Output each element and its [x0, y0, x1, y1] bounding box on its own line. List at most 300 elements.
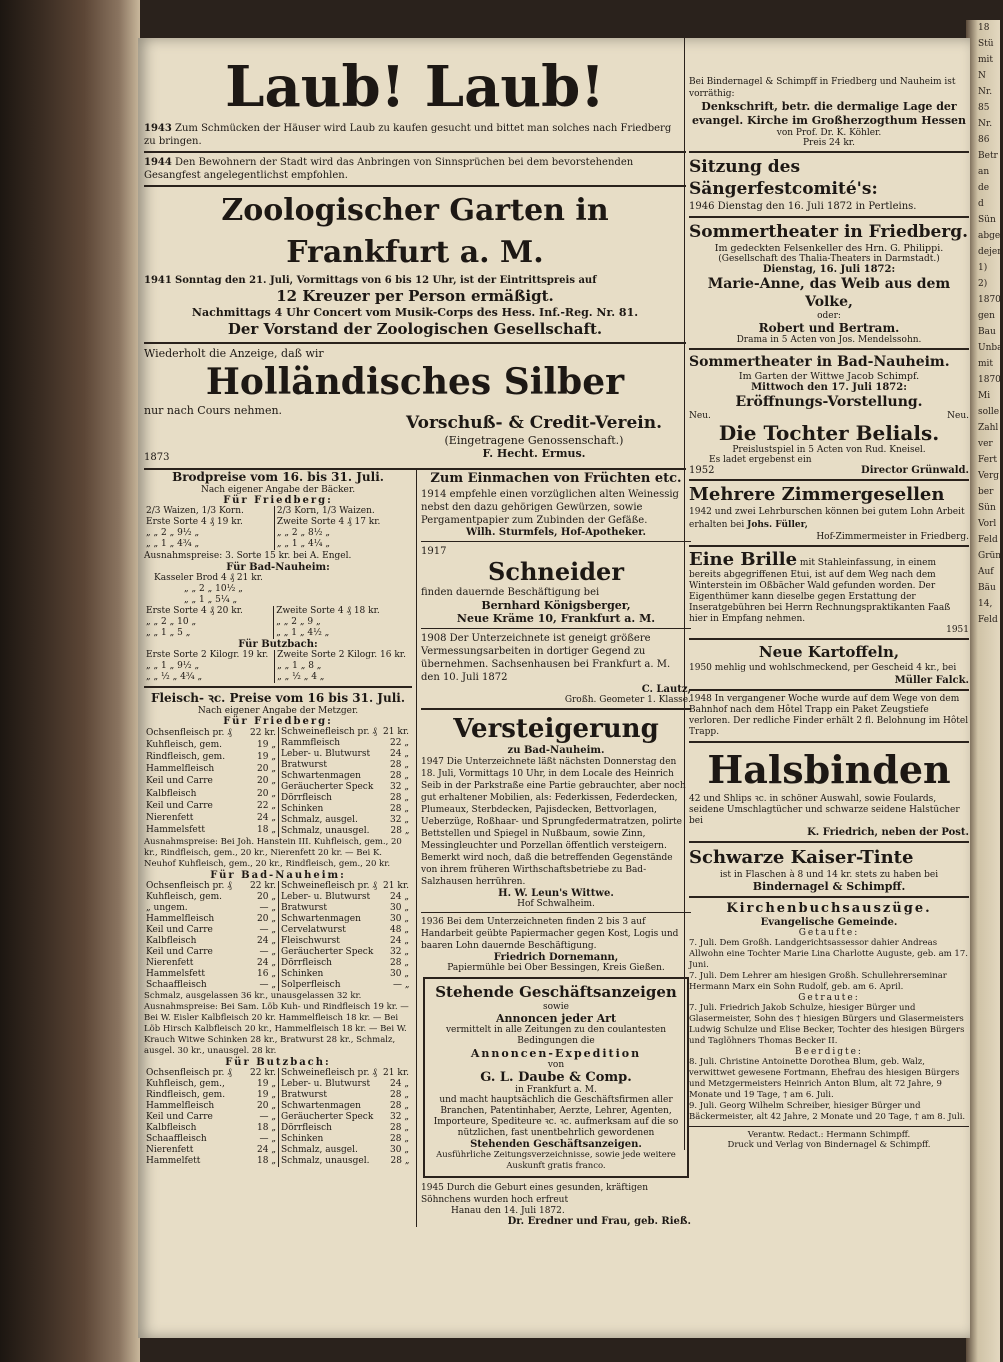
- sommer-l4: oder:: [817, 311, 841, 321]
- cell: 20 „: [257, 764, 276, 775]
- table-row: [279, 892, 412, 903]
- fleisch-bb-left: [144, 1068, 278, 1167]
- table-row: [279, 1134, 412, 1145]
- table-row: [144, 881, 278, 892]
- adjacent-text: ber: [978, 487, 994, 497]
- cell: 20 „: [257, 914, 276, 924]
- fleisch-bn: Für Bad-Nauheim:: [210, 870, 346, 881]
- cell: 22 kr.: [250, 727, 276, 738]
- cell: „ „ 2 „ 9 „: [274, 617, 412, 628]
- table-row: [279, 903, 412, 914]
- adjacent-text: 1): [978, 263, 988, 273]
- verst-text: Die Unterzeichnete läßt nächsten Donnerstag den 18. Juli, Vormittags 10 Uhr, in dem Locale des Heinrich Seib in der Parkstraße eine Partie gebrauchter, aber noch gut erhaltener Mobilien, als: Federkissen, Federdecken, Plumeaux, Sterbdecken, Pajisdecken, Bettvorlagen, Ueberzüge, Roßhaar- und Sprungfedermatratzen, polirte Bettstellen und Spiegel in Nußbaum, sowie Zinn, Messingleuchter und Porzellan öffentlich versteigern. Bemerkt wird noch, daß die betreffenden Gegenstände von ihrem früheren Wirthschaftsbetriebe zu Bad-Salzhausen herrühren.: [421, 757, 686, 887]
- cell: 18 „: [257, 825, 276, 836]
- cell: 32 „: [390, 1112, 409, 1122]
- cell: Schmalz, ausgel.: [281, 1145, 358, 1155]
- cell: Schaaffleisch: [146, 980, 207, 990]
- cell: Dörrfleisch: [281, 958, 332, 968]
- cell: Zweite Sorte 2 Kilogr. 16 kr.: [275, 650, 412, 661]
- table-row: [144, 672, 412, 683]
- fleisch-fb-right: [278, 727, 412, 837]
- sitz-text: Dienstag den 16. Juli 1872 in Pertleins.: [717, 201, 917, 212]
- table-row: [279, 782, 412, 793]
- cell: Rindfleisch, gem.: [146, 1090, 226, 1100]
- fleisch-bn-right: [278, 881, 412, 991]
- sinn-ad: [144, 156, 686, 182]
- cell: 19 „: [257, 1090, 276, 1100]
- cell: Schmalz, ausgel.: [281, 815, 358, 825]
- adjacent-text: 1870: [978, 295, 1001, 305]
- cell: 24 „: [390, 1079, 409, 1089]
- cell: 24 „: [257, 936, 276, 946]
- cell: Schinken: [281, 1134, 324, 1144]
- annon-l1: sowie: [543, 1002, 569, 1012]
- annon-l6: G. L. Daube & Comp.: [480, 1070, 632, 1085]
- fleisch-bb: Für Butzbach:: [225, 1057, 331, 1068]
- zimmer-name: Johs. Füller,: [747, 520, 808, 530]
- table-row: [279, 815, 412, 826]
- table-row: [279, 1068, 412, 1079]
- cell: „ „ 1 „ 5 „: [146, 628, 191, 638]
- table-row: [144, 925, 278, 936]
- cell: 32 „: [390, 815, 409, 825]
- table-row: [144, 517, 412, 528]
- adjacent-text: 2): [978, 279, 988, 289]
- cell: Erste Sorte 4 ₰ 19 kr.: [146, 517, 243, 527]
- table-row: [144, 914, 278, 925]
- cell: 20 „: [257, 788, 276, 799]
- cell: 20 „: [257, 1101, 276, 1111]
- verst-num: 1947: [421, 757, 444, 767]
- table-row: [144, 825, 278, 837]
- cell: Geräucherter Speck: [281, 782, 374, 792]
- table-row: [279, 881, 412, 892]
- table-row: [144, 947, 278, 958]
- silber-mid: nur nach Cours nehmen.: [144, 404, 283, 417]
- cell: 28 „: [390, 1090, 409, 1100]
- cell: Nierenfett: [146, 1145, 194, 1155]
- adjacent-text: Sün: [978, 503, 996, 513]
- cell: 28 „: [390, 1156, 410, 1166]
- table-row: [144, 764, 278, 776]
- cell: 22 „: [257, 800, 276, 811]
- table-row: [144, 650, 412, 661]
- denk-price: Preis 24 kr.: [803, 138, 855, 148]
- cell: Leber- u. Blutwurst: [281, 892, 371, 902]
- cell: Schinken: [281, 969, 324, 979]
- impr-l1: Verantw. Redact.: Hermann Schimpff.: [747, 1130, 911, 1140]
- brot-bn2: „ „ 2 „ 10½ „: [184, 584, 243, 594]
- right-column: [684, 38, 969, 1150]
- cell: Kuhfleisch, gem.,: [146, 1079, 225, 1089]
- table-row: [144, 1145, 278, 1156]
- zoo-line2: 12 Kreuzer per Person ermäßigt.: [276, 287, 554, 305]
- sommer2-l2: Mittwoch den 17. Juli 1872:: [751, 382, 907, 393]
- verst-title: Versteigerung: [453, 714, 659, 744]
- adjacent-text: Vorl: [978, 519, 997, 529]
- table-row: [279, 1090, 412, 1101]
- cell: 28 „: [390, 1101, 409, 1111]
- cell: Kalbfleisch: [146, 936, 197, 946]
- kirch-h1: Getaufte:: [798, 928, 860, 938]
- cell: 19 „: [257, 752, 276, 763]
- table-row: [279, 1101, 412, 1112]
- cell: 30 „: [390, 969, 409, 979]
- annon-l3: vermittelt in alle Zeitungen zu den coulantesten Bedingungen die: [445, 1025, 667, 1046]
- sommer-title: Sommertheater in Friedberg.: [689, 222, 969, 242]
- fleisch-bn-left: [144, 881, 278, 991]
- lower-left-area: [144, 470, 691, 1290]
- kart-text: mehlig und wohlschmeckend, per Gescheid 4 kr., bei: [714, 663, 957, 673]
- sommer-l1: Im gedeckten Felsenkeller des Hrn. G. Philippi.: [714, 243, 944, 254]
- cell: Schinken: [281, 804, 324, 814]
- adjacent-text: Betr: [978, 151, 998, 161]
- neu-right: Neu.: [947, 411, 969, 421]
- cell: Keil und Carre: [146, 925, 213, 935]
- zoo-num: 1941: [144, 275, 172, 286]
- kart-sign: Müller Falck.: [894, 675, 969, 686]
- table-row: [144, 727, 278, 739]
- silber-num: 1873: [144, 452, 170, 463]
- schneider-title: Schneider: [488, 557, 624, 586]
- fleisch-title: Fleisch- ꝛc. Preise vom 16 bis 31. Juli.: [150, 691, 406, 705]
- adjacent-text: Nr. 86: [978, 119, 993, 145]
- cell: Kuhfleisch, gem.: [146, 892, 222, 902]
- table-row: [144, 539, 412, 550]
- cell: Hammelsfett: [146, 969, 205, 979]
- impr-l2: Druck und Verlag von Bindernagel & Schimpff.: [727, 1140, 931, 1150]
- cell: Hammelfett: [146, 1156, 201, 1166]
- cell: Leber- u. Blutwurst: [281, 1079, 371, 1089]
- table-row: [144, 628, 412, 639]
- zoo-line4: Der Vorstand der Zoologischen Gesellschaft.: [227, 320, 603, 338]
- brille-title: Eine Brille: [689, 549, 798, 570]
- adjacent-text: mit: [978, 359, 994, 369]
- sommer2-l1: Im Garten der Wittwe Jacob Schimpf.: [738, 371, 920, 382]
- adjacent-text: 14,: [978, 599, 993, 609]
- schneider-num: 1917: [421, 546, 447, 557]
- paket-text: In vergangener Woche wurde auf dem Wege von dem Bahnhof nach dem Hôtel Trapp ein Paket Zeugstiefe verloren. Der redliche Finder erhält 2 fl. Belohnung im Hôtel Trapp.: [689, 694, 969, 737]
- fleisch-bnaus: Ausnahmspreise: Bei Sam. Löb Kuh- und Rindfleisch 19 kr. — Bei W. Eisler Kalbfleisch 20 kr. Hammelfleisch 18 kr. — Bei Löb Hirsch Kalbfleisch 20 kr., Hammelfleisch 18 kr. — Bei W. Krauch Witwe Schinken 28 kr., Bratwurst 28 kr., Schmalz, ausgel. 30 kr., unausgel. 28 kr.: [144, 1002, 409, 1056]
- tinte-text: ist in Flaschen à 8 und 14 kr. stets zu haben bei: [719, 870, 939, 880]
- sommer2-title: Sommertheater in Bad-Nauheim.: [689, 354, 950, 370]
- fleisch-aus: Ausnahmspreise: Bei Joh. Hanstein III. Kuhfleisch, gem., 20 kr., Rindfleisch, gem., 20 kr., Nierenfett 20 kr. — Bei K. Neuhof Kuhfleisch, gem., 20 kr., Rindfleisch, gem., 20 kr.: [144, 837, 402, 869]
- annon-l4: Annoncen-Expedition: [470, 1047, 642, 1060]
- table-row: [144, 776, 278, 788]
- table-row: [144, 617, 412, 628]
- table-row: [144, 1123, 278, 1134]
- cell: Schweinefleisch pr. ₰: [281, 727, 377, 737]
- brot-bb: Für Butzbach:: [238, 639, 318, 650]
- adjacent-text: Nr. 85: [978, 87, 993, 113]
- adjacent-text: Grün: [978, 551, 1002, 561]
- silber-intro: Wiederholt die Anzeige, daß wir: [144, 347, 324, 360]
- kart-title: Neue Kartoffeln,: [758, 643, 900, 661]
- adjacent-text: Bau: [978, 327, 996, 337]
- table-row: [144, 1090, 278, 1101]
- cell: Schwartenmagen: [281, 914, 361, 924]
- kirch-t2: 7. Juli. Dem Lehrer am hiesigen Großh. Schullehrerseminar Hermann Marx ein Sohn Rudolf, geb. am 6. April.: [689, 971, 947, 992]
- brot-bb-table: [144, 650, 412, 683]
- cell: Ochsenfleisch pr. ₰: [146, 1068, 232, 1078]
- hals-title: Halsbinden: [707, 747, 951, 792]
- table-row: [279, 1123, 412, 1134]
- cell: 18 „: [257, 1123, 276, 1133]
- table-row: [144, 739, 278, 751]
- cell: Kuhfleisch, gem.: [146, 739, 222, 750]
- cell: 48 „: [390, 925, 409, 935]
- table-row: [144, 1101, 278, 1112]
- geburt-sign: Dr. Eredner und Frau, geb. Rieß.: [507, 1216, 691, 1227]
- table-row: [144, 1068, 278, 1079]
- cell: 28 „: [390, 771, 409, 781]
- table-row: [144, 606, 412, 617]
- cell: Hammelfleisch: [146, 914, 215, 924]
- adjacent-text: gen: [978, 311, 995, 321]
- table-row: [279, 1156, 412, 1167]
- adjacent-text: an de: [978, 167, 990, 193]
- cell: Ochsenfleisch pr. ₰: [146, 881, 232, 891]
- cell: Kalbfleisch: [146, 788, 197, 799]
- vermess-sign2: Großh. Geometer 1. Klasse.: [564, 695, 691, 705]
- adjacent-text: ver: [978, 439, 993, 449]
- cell: Leber- u. Blutwurst: [281, 749, 371, 759]
- annon-l7: in Frankfurt a. M.: [515, 1085, 597, 1095]
- cell: Keil und Carre: [146, 800, 213, 811]
- kirch-h2: Getraute:: [798, 993, 860, 1003]
- table-row: [279, 1145, 412, 1156]
- sommer2-num: 1952: [689, 465, 715, 476]
- annon-l2: Annoncen jeder Art: [495, 1012, 617, 1025]
- adjacent-text: 18: [978, 23, 990, 33]
- table-row: [279, 925, 412, 936]
- adjacent-text: Feld: [978, 615, 998, 625]
- table-row: [279, 958, 412, 969]
- einm-text: empfehle einen vorzüglichen alten Weinessig nebst den dazu gehörigen Gewürzen, sowie Pergamentpapier zum Zubinden der Gefäße.: [421, 489, 679, 526]
- cell: — „: [259, 1134, 276, 1144]
- laub-text: Zum Schmücken der Häuser wird Laub zu kaufen gesucht und bittet man solches nach Friedberg zu bringen.: [144, 123, 672, 147]
- cell: Bratwurst: [281, 903, 327, 913]
- fleisch-bb-right: [278, 1068, 412, 1167]
- table-row: [144, 1156, 278, 1167]
- cell: 24 „: [257, 958, 276, 968]
- einm-num: 1914: [421, 489, 447, 500]
- verst-sign2: Hof Schwalheim.: [517, 899, 595, 909]
- kirch-g1: 7. Juli. Friedrich Jakob Schulze, hiesiger Bürger und Glasermeister, Sohn des † hiesigen Bürgers und Glasermeisters Ludwig Schulze und Elise Becker, Tochter des hiesigen Bürgers und Taglöhners Thomas Becker II.: [689, 1003, 965, 1046]
- table-row: [144, 813, 278, 825]
- cell: „ „ 1 „ 9½ „: [146, 661, 200, 671]
- table-row: [279, 727, 412, 738]
- cell: Zweite Sorte 4 ₰ 18 kr.: [274, 606, 412, 617]
- cell: Fleischwurst: [281, 936, 340, 946]
- kirch-t1: 7. Juli. Dem Großh. Landgerichtsassessor dahier Andreas Allwohn eine Tochter Marie Lina Charlotte Auguste, geb. am 17. Juni.: [689, 938, 968, 970]
- adjacent-text: Mi: [978, 391, 991, 401]
- sommer2-neu: [689, 411, 969, 421]
- brot-h2: 2/3 Korn, 1/3 Waizen.: [274, 506, 412, 517]
- table-row: [144, 958, 278, 969]
- cell: „ „ 2 „ 8½ „: [274, 528, 412, 539]
- brille-num: 1951: [946, 625, 969, 635]
- sommer-l3: Dienstag, 16. Juli 1872:: [762, 264, 896, 275]
- cell: 30 „: [390, 903, 409, 913]
- kirch-title: Kirchenbuchsauszüge.: [726, 901, 932, 916]
- cell: Geräucherter Speck: [281, 947, 374, 957]
- kirch-h3: Beerdigte:: [795, 1047, 863, 1057]
- cell: 22 kr.: [250, 1068, 276, 1078]
- cell: Hammelsfett: [146, 825, 205, 836]
- cell: 22 kr.: [250, 881, 276, 891]
- adjacent-text: d: [978, 199, 984, 209]
- schneider-name: Bernhard Königsberger,: [481, 599, 631, 612]
- fleisch-bn-lists: [144, 881, 412, 991]
- adjacent-text: Feld: [978, 535, 998, 545]
- kirch-sub: Evangelische Gemeinde.: [760, 917, 898, 928]
- schneider-addr: Neue Kräme 10, Frankfurt a. M.: [456, 612, 656, 625]
- geburt-place: Hanau den 14. Juli 1872.: [451, 1206, 565, 1216]
- zimmer-num: 1942: [689, 507, 712, 517]
- table-row: [144, 788, 278, 800]
- sitz-num: 1946: [689, 201, 715, 212]
- cell: Schmalz, unausgel.: [281, 1156, 370, 1166]
- cell: 24 „: [257, 1145, 276, 1155]
- kirch-b1: 8. Juli. Christine Antoinette Dorothea Blum, geb. Walz, verwittwet gewesene Fortmann, Ehefrau des hiesigen Bürgers und Metzgermeisters Heinrich Anton Blum, alt 72 Jahre, 9 Monate und 19 Tage, † am 6. Juli.: [689, 1057, 960, 1100]
- denk-title: Denkschrift, betr. die dermalige Lage der evangel. Kirche im Großherzogthum Hessen: [691, 100, 967, 127]
- prices-column: [144, 470, 412, 1167]
- table-row: [144, 892, 278, 903]
- fleisch-fb-lists: [144, 727, 412, 837]
- annon-l10: Ausführliche Zeitungsverzeichnisse, sowie jede weitere Auskunft gratis franco.: [436, 1150, 676, 1171]
- cell: Erste Sorte 4 ₰ 20 kr.: [146, 606, 243, 616]
- annon-l5: von: [547, 1060, 565, 1070]
- silber-org: Vorschuß- & Credit-Verein.: [406, 413, 662, 433]
- adjacent-text: Stü: [978, 39, 994, 49]
- denk-auth: von Prof. Dr. K. Köhler.: [776, 128, 882, 138]
- sommer2-sign: Director Grünwald.: [861, 465, 969, 476]
- cell: 19 „: [257, 1079, 276, 1089]
- brot-bn: Für Bad-Nauheim:: [226, 562, 330, 573]
- cell: — „: [259, 947, 276, 957]
- cell: „ „ 2 „ 9½ „: [146, 528, 200, 538]
- cell: Erste Sorte 2 Kilogr. 19 kr.: [146, 650, 269, 660]
- cell: 19 „: [257, 739, 276, 750]
- annon-l8: und macht hauptsächlich die Geschäftsfirmen aller Branchen, Patentinhaber, Aerzte, Lehrer, Agenten, Importeure, Spediteure ꝛc. ꝛc. aufmerksam auf die so nützlichen, fast unentbehrlich gewordenen: [433, 1095, 679, 1138]
- cell: Cervelatwurst: [281, 925, 346, 935]
- papier-sign2: Papiermühle bei Ober Bessingen, Kreis Gießen.: [447, 963, 665, 973]
- table-row: [144, 1134, 278, 1145]
- cell: Nierenfett: [146, 958, 194, 968]
- table-row: [279, 947, 412, 958]
- sommer-l6: Drama in 5 Acten von Jos. Mendelssohn.: [736, 335, 922, 345]
- ads-middle-column: [416, 470, 691, 1227]
- cell: Schmalz, unausgel.: [281, 826, 370, 836]
- table-row: [279, 980, 412, 991]
- cell: Keil und Carre: [146, 776, 213, 787]
- cell: 28 „: [390, 958, 409, 968]
- sinn-text: Den Bewohnern der Stadt wird das Anbringen von Sinnsprüchen bei dem bevorstehenden Gesangfest angelegentlichst empfohlen.: [144, 157, 634, 181]
- adjacent-text: Zahl: [978, 423, 999, 433]
- cell: Bratwurst: [281, 1090, 327, 1100]
- cell: 21 kr.: [383, 881, 409, 891]
- brot-aus: Ausnahmspreise: 3. Sorte 15 kr. bei A. Engel.: [144, 551, 352, 561]
- cell: 32 „: [390, 947, 409, 957]
- cell: Zweite Sorte 4 ₰ 17 kr.: [274, 517, 412, 528]
- brille-text: mit Stahleinfassung, in einem bereits abgegriffenen Etui, ist auf dem Weg nach dem Winterstein im Oßbächer Wald gefunden worden. Der Eigenthümer kann dieselbe gegen Erstattung der Inseratgebühren bei Herrn Rechnungspraktikanten Faaß hier in Empfang nehmen.: [689, 558, 951, 624]
- cell: — „: [259, 980, 276, 990]
- cell: — „: [259, 925, 276, 935]
- brot-title: Brodpreise vom 16. bis 31. Juli.: [172, 470, 384, 484]
- sommer2-l4: Preislustspiel in 5 Acten von Rud. Kneisel.: [732, 445, 926, 455]
- table-row: [144, 661, 412, 672]
- adjacent-text: solle: [978, 407, 1000, 417]
- papier-text: Bei dem Unterzeichneten finden 2 bis 3 auf Handarbeit geübte Papiermacher gegen Kost, Logis und baaren Lohn dauernde Beschäftigung.: [421, 917, 679, 951]
- einm-title: Zum Einmachen von Früchten etc.: [430, 471, 682, 486]
- adjacent-text: Auf: [978, 567, 994, 577]
- sommer2-l3: Eröffnungs-Vorstellung.: [735, 394, 923, 410]
- cell: 21 kr.: [383, 727, 409, 737]
- papier-sign: Friedrich Dornemann,: [493, 952, 619, 963]
- sommer-l2: (Gesellschaft des Thalia-Theaters in Darmstadt.): [718, 254, 940, 264]
- fleisch-bnschmalz: Schmalz, ausgelassen 36 kr., unausgelassen 32 kr.: [144, 991, 362, 1001]
- cell: „ „ 1 „ 8 „: [275, 661, 412, 672]
- cell: 24 „: [390, 936, 409, 946]
- brot-sub: Nach eigener Angabe der Bäcker.: [200, 485, 356, 495]
- hals-sign: K. Friedrich, neben der Post.: [807, 827, 969, 838]
- cell: 30 „: [390, 1145, 409, 1155]
- neu-left: Neu.: [689, 411, 711, 421]
- cell: 32 „: [390, 782, 409, 792]
- fleisch-sub: Nach eigener Angabe der Metzger.: [197, 706, 359, 716]
- sommer2-footer: [689, 465, 969, 476]
- cell: 18 „: [257, 1156, 276, 1166]
- brot-bn3: „ „ 1 „ 5¼ „: [184, 595, 238, 605]
- cell: 24 „: [390, 892, 409, 902]
- left-columns: [144, 38, 691, 1290]
- annoncen-box: [423, 977, 689, 1178]
- cell: Geräucherter Speck: [281, 1112, 374, 1122]
- table-row: [144, 1112, 278, 1123]
- cell: Schaaffleisch: [146, 1134, 207, 1144]
- table-row: [279, 936, 412, 947]
- sommer-l5: Robert und Bertram.: [758, 321, 900, 335]
- laub-ad: [144, 52, 686, 148]
- denk-l1: Bei Bindernagel & Schimpff in Friedberg und Nauheim ist vorräthig:: [689, 77, 956, 99]
- cell: Schweinefleisch pr. ₰: [281, 881, 377, 891]
- cell: „ „ ½ „ 4¾ „: [146, 672, 203, 682]
- hals-num: 42: [689, 794, 701, 804]
- sommer2-title2: Die Tochter Belials.: [718, 421, 940, 445]
- cell: „ „ ½ „ 4 „: [275, 672, 412, 683]
- laub-num: 1943: [144, 123, 172, 134]
- cell: — „: [392, 980, 410, 990]
- cell: „ „ 2 „ 10 „: [146, 617, 197, 627]
- vermess-num: 1908: [421, 633, 447, 644]
- cell: Rindfleisch, gem.: [146, 752, 226, 763]
- adjacent-text: mit N: [978, 55, 994, 81]
- table-row: [279, 1112, 412, 1123]
- cell: 28 „: [390, 760, 409, 770]
- zoo-ad: [144, 190, 686, 339]
- verst-sub: zu Bad-Nauheim.: [507, 745, 605, 756]
- cell: — „: [259, 903, 276, 913]
- fleisch-fb: Für Friedberg:: [223, 716, 333, 727]
- adjacent-text: abge: [978, 231, 1001, 241]
- sommer2-l5: Es ladet ergebenst ein: [709, 455, 812, 465]
- cell: 20 „: [257, 892, 276, 902]
- cell: 28 „: [390, 826, 410, 836]
- book-binding: [0, 0, 140, 1362]
- cell: Hammelfleisch: [146, 1101, 215, 1111]
- paket-num: 1948: [689, 694, 712, 704]
